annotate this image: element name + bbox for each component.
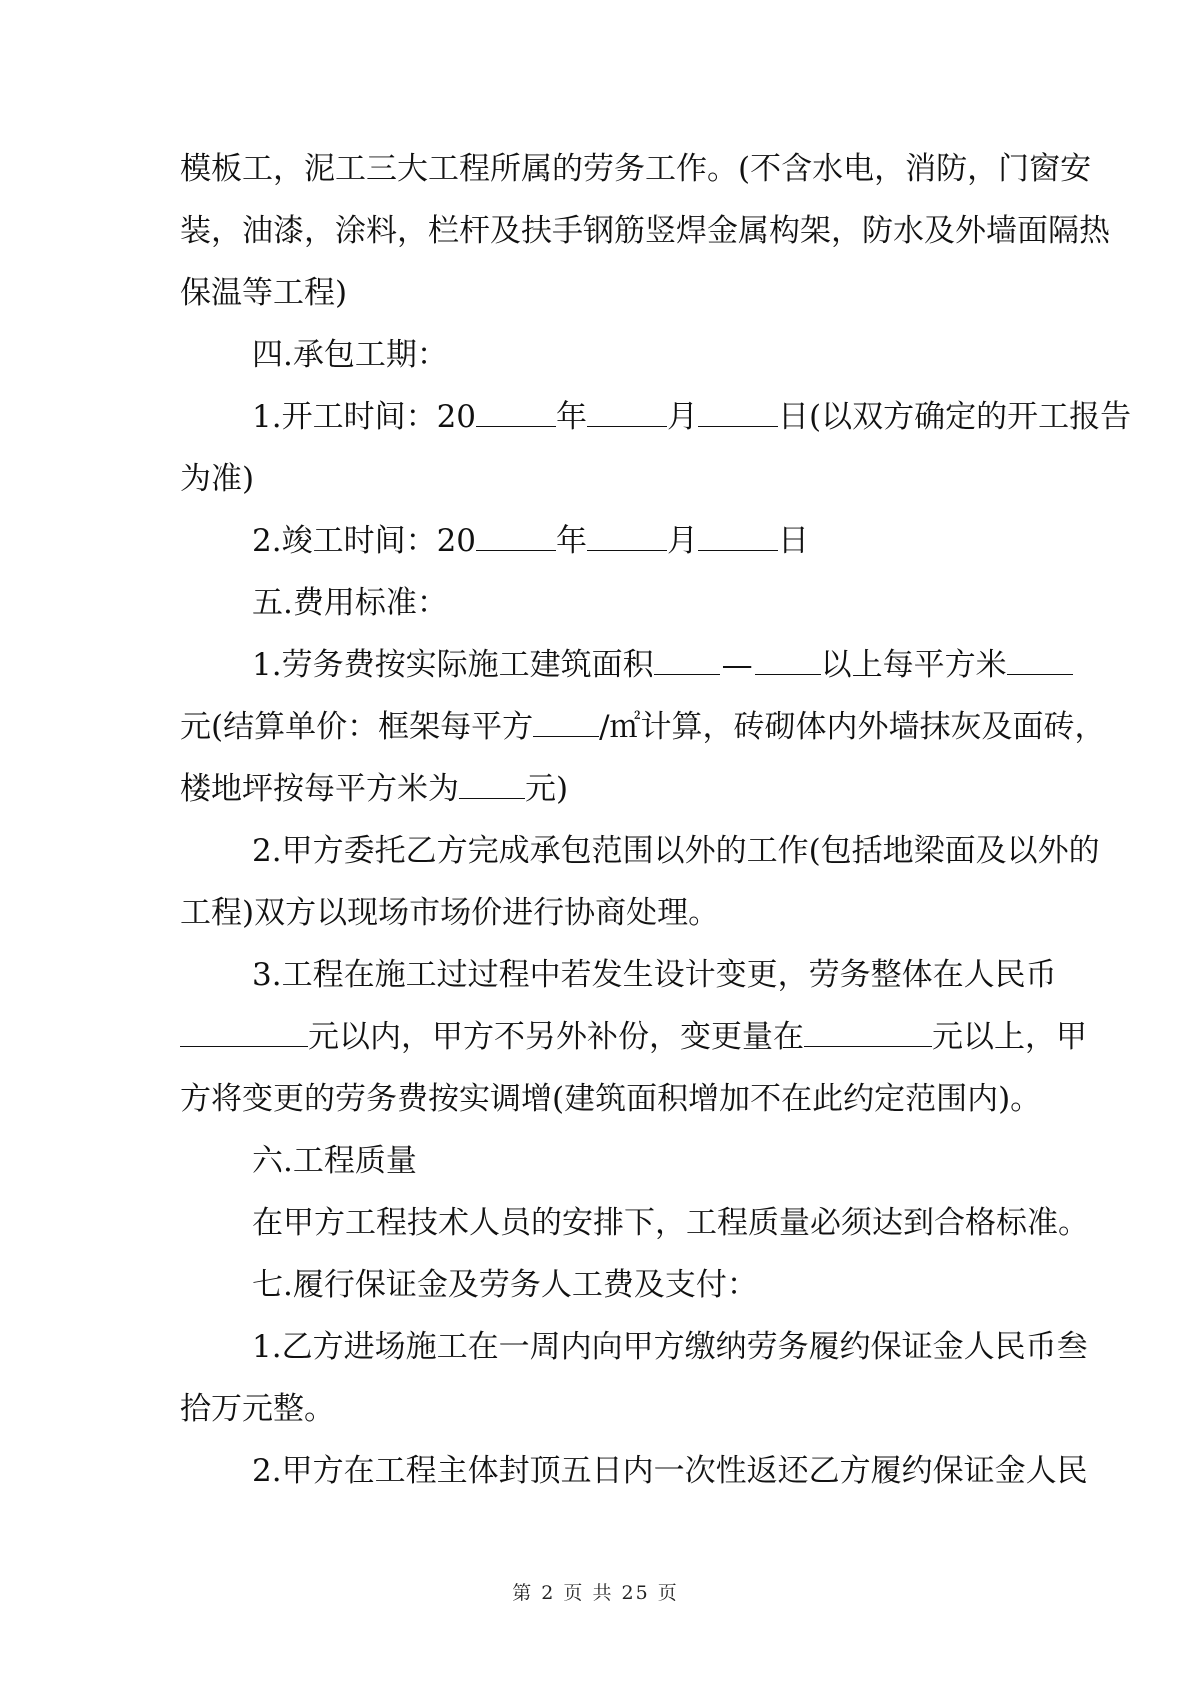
heading-text: 七.履行保证金及劳务人工费及支付： bbox=[252, 1267, 758, 1303]
line-text: 方将变更的劳务费按实调增(建筑面积增加不在此约定范围内)。 bbox=[180, 1081, 1042, 1117]
page-number-footer: 第 2 页 共 25 页 bbox=[512, 1582, 679, 1604]
text-line bbox=[180, 510, 1014, 572]
line-text: 元) bbox=[525, 771, 569, 807]
fill-in-blank bbox=[587, 402, 667, 427]
line-text: 元以内，甲方不另外补份，变更量在 bbox=[308, 1019, 804, 1055]
heading-text: 六.工程质量 bbox=[252, 1143, 417, 1179]
line-text: 1.乙方进场施工在一周内向甲方缴纳劳务履约保证金人民币叁 bbox=[252, 1329, 1088, 1365]
line-text: 2.甲方委托乙方完成承包范围以外的工作(包括地梁面及以外的 bbox=[252, 833, 1100, 869]
text-line bbox=[180, 882, 1014, 944]
heading-text: 五.费用标准： bbox=[252, 585, 448, 621]
line-text: 日 bbox=[778, 523, 810, 559]
fill-in-blank bbox=[698, 402, 778, 427]
section-heading bbox=[180, 572, 1014, 634]
fill-in-blank bbox=[1007, 650, 1073, 675]
text-line bbox=[180, 386, 1132, 448]
line-text: 工程)双方以现场市场价进行协商处理。 bbox=[180, 895, 720, 931]
dash-separator: — bbox=[721, 647, 753, 683]
line-text: 2.竣工时间：20 bbox=[252, 523, 477, 559]
fill-in-blank bbox=[180, 1022, 308, 1047]
line-text: 月 bbox=[667, 523, 699, 559]
fill-in-blank bbox=[654, 650, 720, 675]
text-line bbox=[180, 1006, 1087, 1068]
text-line bbox=[180, 1316, 1088, 1378]
line-text: 元(结算单价：框架每平方 bbox=[180, 709, 534, 745]
text-line bbox=[180, 820, 1100, 882]
text-line bbox=[180, 758, 1014, 820]
line-text: 1.劳务费按实际施工建筑面积 bbox=[252, 647, 654, 683]
section-heading bbox=[180, 1254, 1014, 1316]
document-body bbox=[180, 138, 1132, 1502]
line-text: 模板工，泥工三大工程所属的劳务工作。(不含水电，消防，门窗安 bbox=[180, 151, 1092, 187]
fill-in-blank bbox=[459, 774, 525, 799]
text-line bbox=[180, 1440, 1088, 1502]
line-text: 1.开工时间：20 bbox=[252, 399, 477, 435]
line-text: 年 bbox=[556, 399, 588, 435]
fill-in-blank bbox=[476, 526, 556, 551]
text-line bbox=[180, 448, 1014, 510]
line-text: 月 bbox=[667, 399, 699, 435]
line-text: 楼地坪按每平方米为 bbox=[180, 771, 459, 807]
line-text: 装，油漆，涂料，栏杆及扶手钢筋竖焊金属构架，防水及外墙面隔热 bbox=[180, 213, 1110, 249]
fill-in-blank bbox=[755, 650, 821, 675]
text-line bbox=[180, 1192, 1089, 1254]
line-text: 2.甲方在工程主体封顶五日内一次性返还乙方履约保证金人民 bbox=[252, 1453, 1088, 1489]
line-text: /㎡计算，砖砌体内外墙抹灰及面砖， bbox=[599, 709, 1106, 745]
line-text: 以上每平方米 bbox=[820, 647, 1007, 683]
line-text: 拾万元整。 bbox=[180, 1391, 335, 1427]
line-text: 元以上，甲 bbox=[932, 1019, 1087, 1055]
line-text: 为准) bbox=[180, 461, 255, 497]
section-heading bbox=[180, 1130, 1014, 1192]
heading-text: 四.承包工期： bbox=[252, 337, 448, 373]
text-line bbox=[180, 696, 1106, 758]
text-line bbox=[180, 138, 1092, 200]
text-line bbox=[180, 1378, 1014, 1440]
line-text: 保温等工程) bbox=[180, 275, 348, 311]
fill-in-blank bbox=[587, 526, 667, 551]
fill-in-blank bbox=[698, 526, 778, 551]
text-line bbox=[180, 1068, 1042, 1130]
line-text: 日(以双方确定的开工报告 bbox=[778, 399, 1132, 435]
line-text: 3.工程在施工过过程中若发生设计变更，劳务整体在人民币 bbox=[252, 957, 1057, 993]
text-line bbox=[180, 262, 1014, 324]
fill-in-blank bbox=[476, 402, 556, 427]
text-line bbox=[180, 200, 1110, 262]
line-text: 在甲方工程技术人员的安排下，工程质量必须达到合格标准。 bbox=[252, 1205, 1089, 1241]
text-line bbox=[180, 634, 1014, 696]
section-heading bbox=[180, 324, 1014, 386]
line-text: 年 bbox=[556, 523, 588, 559]
fill-in-blank bbox=[804, 1022, 932, 1047]
fill-in-blank bbox=[533, 712, 599, 737]
text-line bbox=[180, 944, 1057, 1006]
